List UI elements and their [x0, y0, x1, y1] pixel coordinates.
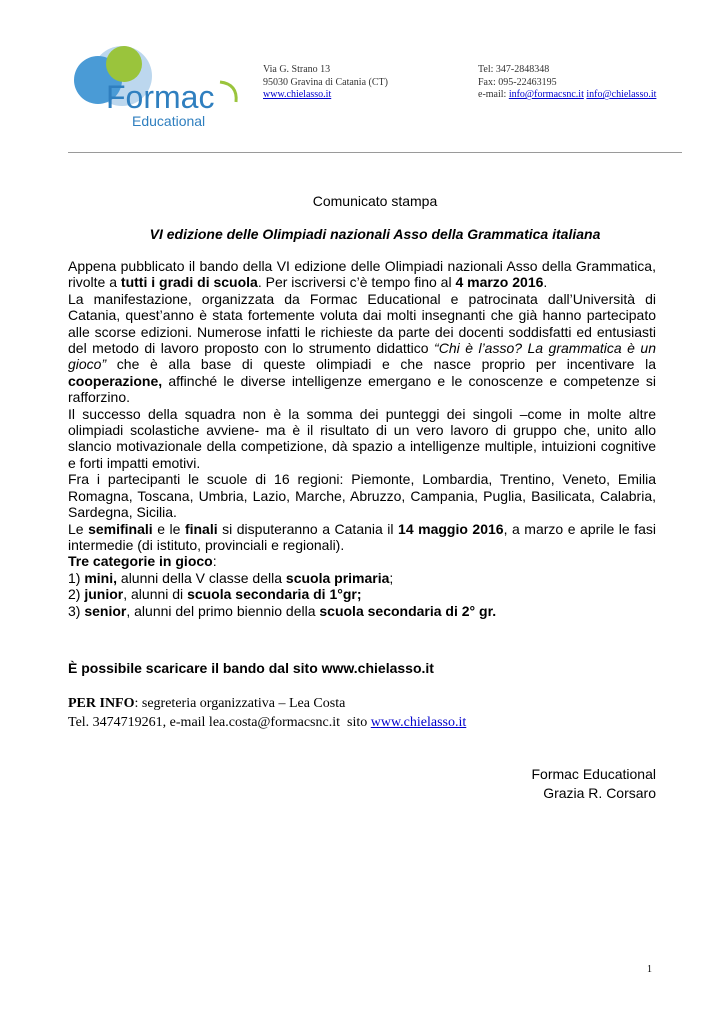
p5-bold-finals: finali — [184, 520, 218, 537]
info-contacts: Tel. 3474719261, e-mail lea.costa@formacsnc.it sito — [68, 715, 371, 730]
p2-text-c: che è alla base di queste olimpiadi e che nasce proprio per incentivare la — [106, 356, 656, 373]
category-school: scuola secondaria di 2° gr. — [319, 602, 497, 619]
p5-text-c: e le — [152, 520, 185, 537]
formac-logo — [70, 42, 250, 130]
categories-title-text: Tre categorie in gioco — [68, 553, 213, 570]
info-line-2 — [68, 713, 668, 733]
p1-text-a: Appena pubblicato il bando della VI edizione delle Olimpiadi nazionali Asso della Grammatica, rivolte a — [68, 258, 656, 291]
category-num: 2) — [68, 586, 85, 603]
logo-swoosh — [220, 82, 236, 102]
category-name: mini, — [84, 569, 118, 586]
p5-bold-semifinals: semifinali — [88, 520, 153, 537]
category-desc: , alunni di — [123, 586, 188, 603]
contact-fax: Fax: 095-22463195 — [478, 76, 557, 88]
press-release-body — [68, 258, 656, 619]
paragraph-regions: Fra i partecipanti le scuole di 16 regioni: Piemonte, Lombardia, Trentino, Veneto, Emilia Romagna, Toscana, Umbria, Lazio, Marche, Abruzzo, Campania, Puglia, Basilicata, Calabria, Sardegna, Sicilia. — [68, 471, 656, 521]
category-num: 1) — [68, 569, 85, 586]
info-line-1 — [68, 694, 668, 714]
category-item — [68, 603, 656, 619]
category-item — [68, 570, 656, 586]
email-link-chielasso[interactable]: info@chielasso.it — [586, 89, 657, 100]
logo-main-text: Formac — [106, 79, 215, 115]
categories-title — [68, 553, 656, 569]
info-website-link[interactable]: www.chielasso.it — [370, 715, 467, 730]
paragraph-organization — [68, 291, 656, 406]
category-school: scuola secondaria di 1°gr; — [187, 586, 362, 603]
header-divider — [68, 152, 682, 153]
p5-text-g: , a marzo e aprile le fasi intermedie (di istituto, provinciali e regionali). — [68, 520, 656, 553]
category-name: junior — [84, 586, 124, 603]
paragraph-team: Il successo della squadra non è la somma dei punteggi dei singoli –come in molte altre olimpiadi scolastiche avviene- ma è il risultato di un vero lavoro di gruppo che, unito allo slancio motivazionale della competizione, dà spazio a intelligenze multiple, intuizioni cognitive e forti impatti emotivi. — [68, 405, 656, 471]
website-link[interactable]: www.chielasso.it — [263, 89, 332, 100]
document-label: Comunicato stampa — [312, 193, 438, 209]
signature-name: Grazia R. Corsaro — [543, 785, 656, 801]
p2-bold-cooperation: cooperazione, — [68, 372, 163, 389]
p1-bold-levels: tutti i gradi di scuola — [120, 274, 258, 291]
info-secretary: : segreteria organizzativa – Lea Costa — [134, 696, 346, 711]
address-street: Via G. Strano 13 — [263, 64, 331, 75]
p5-text-a: Le — [68, 520, 89, 537]
contact-tel: Tel: 347-2848348 — [478, 64, 550, 75]
logo-circle-green — [106, 46, 142, 82]
contact-block — [478, 64, 656, 102]
address-block — [263, 64, 388, 102]
categories-title-colon: : — [212, 553, 217, 570]
download-notice: È possibile scaricare il bando dal sito www.chielasso.it — [68, 660, 434, 676]
page-number: 1 — [647, 964, 652, 975]
contact-email-label: e-mail: — [478, 89, 509, 100]
signature-org: Formac Educational — [531, 766, 656, 782]
p5-text-e: si disputeranno a Catania il — [217, 520, 399, 537]
paragraph-announcement — [68, 258, 656, 291]
p2-italic-quote: “Chi è l’asso? La grammatica è un gioco” — [68, 340, 656, 373]
p5-bold-date: 14 maggio 2016 — [398, 520, 504, 537]
category-end: ; — [389, 569, 394, 586]
p1-bold-deadline: 4 marzo 2016 — [455, 274, 544, 291]
p1-text-e: . — [543, 274, 548, 291]
category-desc: , alunni del primo biennio della — [126, 602, 320, 619]
paragraph-finals — [68, 521, 656, 554]
p2-text-a: La manifestazione, organizzata da Formac Educational e patrocinata dall’Università di Catania, quest’anno è stata fortemente voluta dai molti insegnanti che già hanno partecipato alle scorse edizioni. Numerose infatti le richieste da parte dei docenti soddisfatti ed entusiasti del metodo di lavoro proposto con lo strumento didattico — [68, 290, 656, 357]
info-label: PER INFO — [68, 696, 135, 711]
category-num: 3) — [68, 602, 85, 619]
p1-text-c: . Per iscriversi c’è tempo fino al — [257, 274, 456, 291]
category-school: scuola primaria — [285, 569, 390, 586]
address-city: 95030 Gravina di Catania (CT) — [263, 76, 388, 88]
document-headline: VI edizione delle Olimpiadi nazionali Asso della Grammatica italiana — [149, 226, 601, 242]
email-link-formac[interactable]: info@formacsnc.it — [508, 89, 584, 100]
formac-logo-graphic — [70, 42, 250, 130]
category-desc: alunni della V classe della — [117, 569, 286, 586]
p2-text-e: affinché le diverse intelligenze emergano e le conoscenze e competenze si rafforzino. — [68, 372, 656, 406]
category-item — [68, 586, 656, 602]
category-name: senior — [84, 602, 127, 619]
logo-sub-text: Educational — [132, 113, 206, 129]
